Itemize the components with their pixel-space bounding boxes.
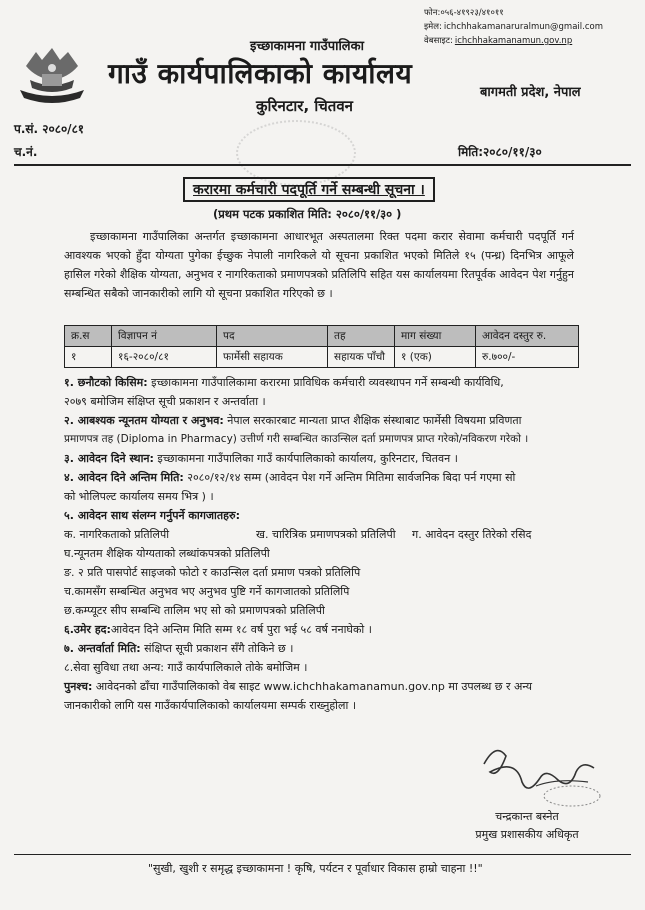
table-header-cell: तह: [328, 326, 395, 347]
item-heading: पुनश्च:: [64, 680, 93, 693]
item-heading: ६.उमेर हद:: [64, 623, 111, 636]
table-header-row: [65, 326, 579, 347]
notice-subtitle: (प्रथम पटक प्रकाशित मिति: २०८०/११/३० ): [213, 207, 402, 221]
item-documents-row: [64, 525, 594, 544]
item-heading: ५. आवेदन साथ संलग्न गर्नुपर्ने कागजातहरु:: [64, 509, 240, 522]
item-heading: २. आबश्यक न्यूनतम योग्यता र अनुभव:: [64, 414, 224, 427]
intro-paragraph: इच्छाकामना गाउँपालिका अन्तर्गत इच्छाकामना आधारभूत अस्पतालमा रिक्त पदमा करार सेवामा कर्मचारी पदपूर्ति गर्न आवश्यक भएको हुँदा योग्यता पुगेका ईच्छुक नेपाली नागरिकले यो सूचना प्रकाशित भएको मितिले १५ (पन्ध्र) दिनभित्र आफूले हासिल गरेको शैक्षिक योग्यता, अनुभव र नागरिकताको प्रमाणपत्रको प्रतिलिपि सहित यस कार्यालयमा रितपूर्वक आवेदन पेश गर्नुहुन सम्बन्धित सबैको जानकारीको लागि यो सूचना प्रकाशित गरिएको छ ।: [64, 230, 574, 300]
website-label: वेबसाइट:: [424, 36, 453, 46]
document-item: ङ. २ प्रति पासपोर्ट साइजको फोटो र काउन्सिल दर्ता प्रमाण पत्रको प्रतिलिपि: [64, 566, 361, 579]
nepal-emblem-icon: [16, 44, 88, 108]
footer-divider: [14, 854, 631, 855]
table-cell: सहायक पाँचौ: [328, 347, 395, 368]
item-text: आवेदन दिने अन्तिम मिति सम्म १८ वर्ष पुरा भई ५८ वर्ष ननाघेको ।: [110, 623, 372, 636]
item-text: २०८०/१२/१४ सम्म (आवेदन पेश गर्ने अन्तिम मितिमा सार्वजनिक बिदा पर्न गएमा सो: [183, 471, 516, 484]
reference-number: प.सं. २०८०/८१: [14, 122, 85, 136]
email-link[interactable]: ichchhakamanaruralmun@gmail.com: [443, 22, 603, 32]
footer-slogan: "सुखी, खुशी र समृद्ध इच्छाकामना ! कृषि, पर्यटन र पूर्वाधार विकास हाम्रो चाहना !!": [148, 862, 483, 875]
item-benefits: ८.सेवा सुविधा तथा अन्य: गाउँ कार्यपालिकाले तोके बमोजिम ।: [64, 661, 308, 674]
item-interview-date: [64, 639, 594, 658]
item-text: आवेदनको ढाँचा गाउँपालिकाको वेब साइट www.ichchhakamanamun.gov.np मा उपलब्ध छ र अन्य: [92, 680, 533, 693]
table-header-cell: विज्ञापन नं: [112, 326, 217, 347]
item-text: इच्छाकामना गाउँपालिका गाउँ कार्यपालिकाको कार्यालय, कुरिनटार, चितवन ।: [153, 452, 458, 465]
table-cell: फार्मेसी सहायक: [217, 347, 328, 368]
item-text-line: जानकारीको लागि यस गाउँकार्यपालिकाको कार्यालयमा सम्पर्क राख्नुहोला ।: [64, 699, 357, 712]
table-header-cell: क्र.स: [65, 326, 112, 347]
document-item: क. नागरिकताको प्रतिलिपी: [64, 528, 170, 541]
item-text-line: को भोलिपल्ट कार्यालय समय भित्र ) ।: [64, 490, 214, 503]
document-item: घ.न्यूनतम शैक्षिक योग्यताको लब्धांकपत्रको प्रतिलिपी: [64, 547, 270, 560]
item-postscript: [64, 677, 594, 696]
table-cell: १: [65, 347, 112, 368]
document-item: ख. चारित्रिक प्रमाणपत्रको प्रतिलिपी: [256, 528, 396, 541]
item-text: इच्छाकामना गाउँपालिकामा करारमा प्राविधिक कर्मचारी व्यवस्थापन गर्ने सम्बन्धी कार्यविधि,: [147, 376, 504, 389]
item-text-line: प्रमाणपत्र तह (Diploma in Pharmacy) उत्तीर्ण गरी सम्बन्धित काउन्सिल दर्ता प्रमाणपत्र प्राप्त गरेको/नविकरण गरेको ।: [64, 433, 529, 445]
item-heading: ४. आवेदन दिने अन्तिम मिति:: [64, 471, 184, 484]
notice-details: [64, 373, 594, 715]
item-heading: ३. आवेदन दिने स्थान:: [64, 452, 154, 465]
item-text: संक्षिप्त सूची प्रकाशन सँगै तोकिने छ ।: [140, 642, 294, 655]
item-text-line: २०७९ बमोजिम संक्षिप्त सूची प्रकाशन र अन्तर्वाता ।: [64, 395, 266, 408]
signature-scribble: [476, 738, 604, 810]
table-cell: १ (एक): [395, 347, 476, 368]
signatory-name: चन्द्रकान्त बस्नेत: [495, 810, 559, 823]
table-cell: १६-२०८०/८१: [112, 347, 217, 368]
table-cell: रु.७००/-: [476, 347, 579, 368]
province-text: बागमती प्रदेश, नेपाल: [480, 85, 581, 100]
table-header-cell: आवेदन दस्तुर रु.: [476, 326, 579, 347]
item-qualification: [64, 411, 594, 430]
vacancy-table: [64, 325, 579, 368]
website-link[interactable]: ichchhakamanamun.gov.np: [454, 36, 573, 46]
office-title: गाउँ कार्यपालिकाको कार्यालय: [108, 57, 413, 90]
item-application-place: [64, 449, 594, 468]
header-divider: [14, 164, 631, 166]
contact-block: [424, 6, 644, 48]
document-item: च.कामसँग सम्बन्धित अनुभव भए अनुभव पुष्टि गर्ने कागजातको प्रतिलिपि: [64, 585, 350, 598]
item-heading: ७. अन्तर्वार्ता मिति:: [64, 642, 141, 655]
municipality-name: इच्छाकामना गाउँपालिका: [250, 39, 364, 54]
signatory-title: प्रमुख प्रशासकीय अधिकृत: [475, 828, 579, 841]
dispatch-number: च.नं.: [14, 145, 38, 159]
signatory-block: [452, 808, 602, 844]
email-label: इमेल:: [424, 22, 442, 32]
item-deadline: [64, 468, 594, 487]
item-text: नेपाल सरकारबाट मान्यता प्राप्त शैक्षिक संस्थाबाट फार्मेसी विषयमा प्रविणता: [223, 414, 522, 427]
office-location: कुरिनटार, चितवन: [256, 97, 353, 115]
document-item: छ.कम्प्यूटर सीप सम्बन्धि तालिम भए सो को प्रमाणपत्रको प्रतिलिपी: [64, 604, 325, 617]
item-heading: १. छनौटको किसिम:: [64, 376, 148, 389]
item-documents-heading: [64, 506, 594, 525]
item-age-limit: [64, 620, 594, 639]
issue-date: मिति:२०८०/११/३०: [458, 145, 542, 159]
item-selection-type: [64, 373, 594, 392]
notice-title: करारमा कर्मचारी पदपूर्ति गर्ने सम्बन्धी सूचना ।: [183, 177, 435, 202]
table-row: [65, 347, 579, 368]
document-item: ग. आवेदन दस्तुर तिरेको रसिद: [412, 528, 532, 541]
phone-text: फोन:०५६-४१९२३/४१०११: [424, 8, 504, 18]
table-header-cell: माग संख्या: [395, 326, 476, 347]
table-header-cell: पद: [217, 326, 328, 347]
